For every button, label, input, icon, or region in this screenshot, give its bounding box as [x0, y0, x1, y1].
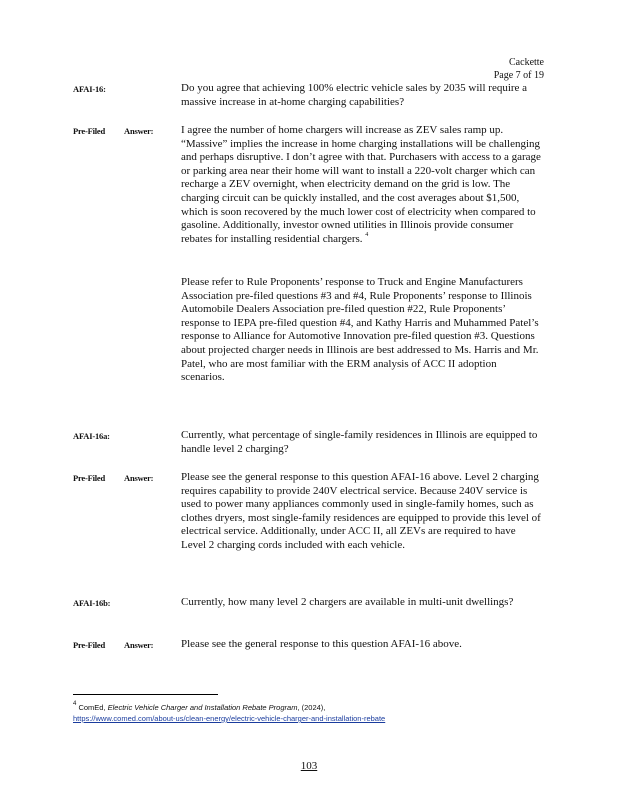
answer-label: Answer: [124, 640, 154, 650]
footnote-ref: 4 [365, 231, 369, 238]
question-id-afai-16a: AFAI-16a: [73, 431, 110, 441]
answer-afai-16-p2: Please refer to Rule Proponents’ response to Truck and Engine Manufacturers Association pre-filed questions #3 and #4, Rule Proponents’ response to Illinois Automobile Dealers Association pre-filed question #22, Rule Proponents’ response to IEPA pre-filed question #4, and Kathy Harris and Muhammed Patel’s response to Alliance for Automotive Innovation pre-filed question #3. Questions about projected charger needs in Illinois are best addressed to Ms. Harris and Mr. Patel, who are most familiar with the ERM analysis of ACC II adoption scenarios. [181, 276, 539, 384]
prefiled-label: Pre-Filed [73, 126, 106, 136]
footnote-link[interactable]: https://www.comed.com/about-us/clean-energy/electric-vehicle-charger-and-installation-rebate [73, 714, 386, 723]
footnote-divider [73, 694, 218, 695]
header-page-count: Page 7 of 19 [493, 70, 544, 81]
question-afai-16: Do you agree that achieving 100% electric vehicle sales by 2035 will require a massive increase in at-home charging capabilities? [181, 82, 528, 108]
prefiled-label: Pre-Filed [73, 473, 106, 483]
footnote-line-1 [73, 702, 543, 713]
answer-afai-16-text: I agree the number of home chargers will increase as ZEV sales ramp up. “Massive” implies the increase in home charging installations will be challenging and perhaps disruptive. I don’t agree with that. Purchasers with access to a garage or parking area near their home will want to install a 220-volt charger which can recharge a ZEV overnight, when electricity demand on the grid is low. The charging circuit can be quickly installed, and the cost averages about $1,500, which is soon recovered by the much lower cost of electricity when compared to gasoline. Additionally, investor owned utilities in Illinois provide consumer rebates for installing residential chargers. [181, 124, 541, 245]
answer-label: Answer: [124, 473, 154, 483]
answer-label: Answer: [124, 126, 154, 136]
footnote-marker: 4 [73, 701, 77, 707]
footnote-title: Electric Vehicle Charger and Installation Rebate Program [107, 703, 298, 712]
footnote-year: , (2024), [297, 703, 326, 712]
question-id-afai-16: AFAI-16: [73, 84, 106, 94]
answer-afai-16-p1 [181, 124, 543, 246]
question-afai-16a: Currently, what percentage of single-family residences in Illinois are equipped to handle level 2 charging? [181, 429, 538, 455]
prefiled-label: Pre-Filed [73, 640, 106, 650]
footnote [73, 702, 543, 724]
page-header [494, 56, 544, 82]
answer-afai-16b: Please see the general response to this question AFAI-16 above. [181, 638, 462, 650]
question-afai-16b: Currently, how many level 2 chargers are available in multi-unit dwellings? [181, 596, 514, 608]
page-number: 103 [300, 760, 318, 772]
answer-afai-16a: Please see the general response to this question AFAI-16 above. Level 2 charging requires capability to provide 240V electrical service. Because 240V service is used to power many appliances commonly used in single-family homes, such as clothes dryers, most single-family residences are equipped to provide this level of electrical service. Additionally, under ACC II, all ZEVs are required to have Level 2 charging cords included with each vehicle. [181, 471, 541, 551]
header-author: Cackette [509, 57, 544, 68]
footnote-source: ComEd, [78, 703, 106, 712]
question-id-afai-16b: AFAI-16b: [73, 598, 111, 608]
